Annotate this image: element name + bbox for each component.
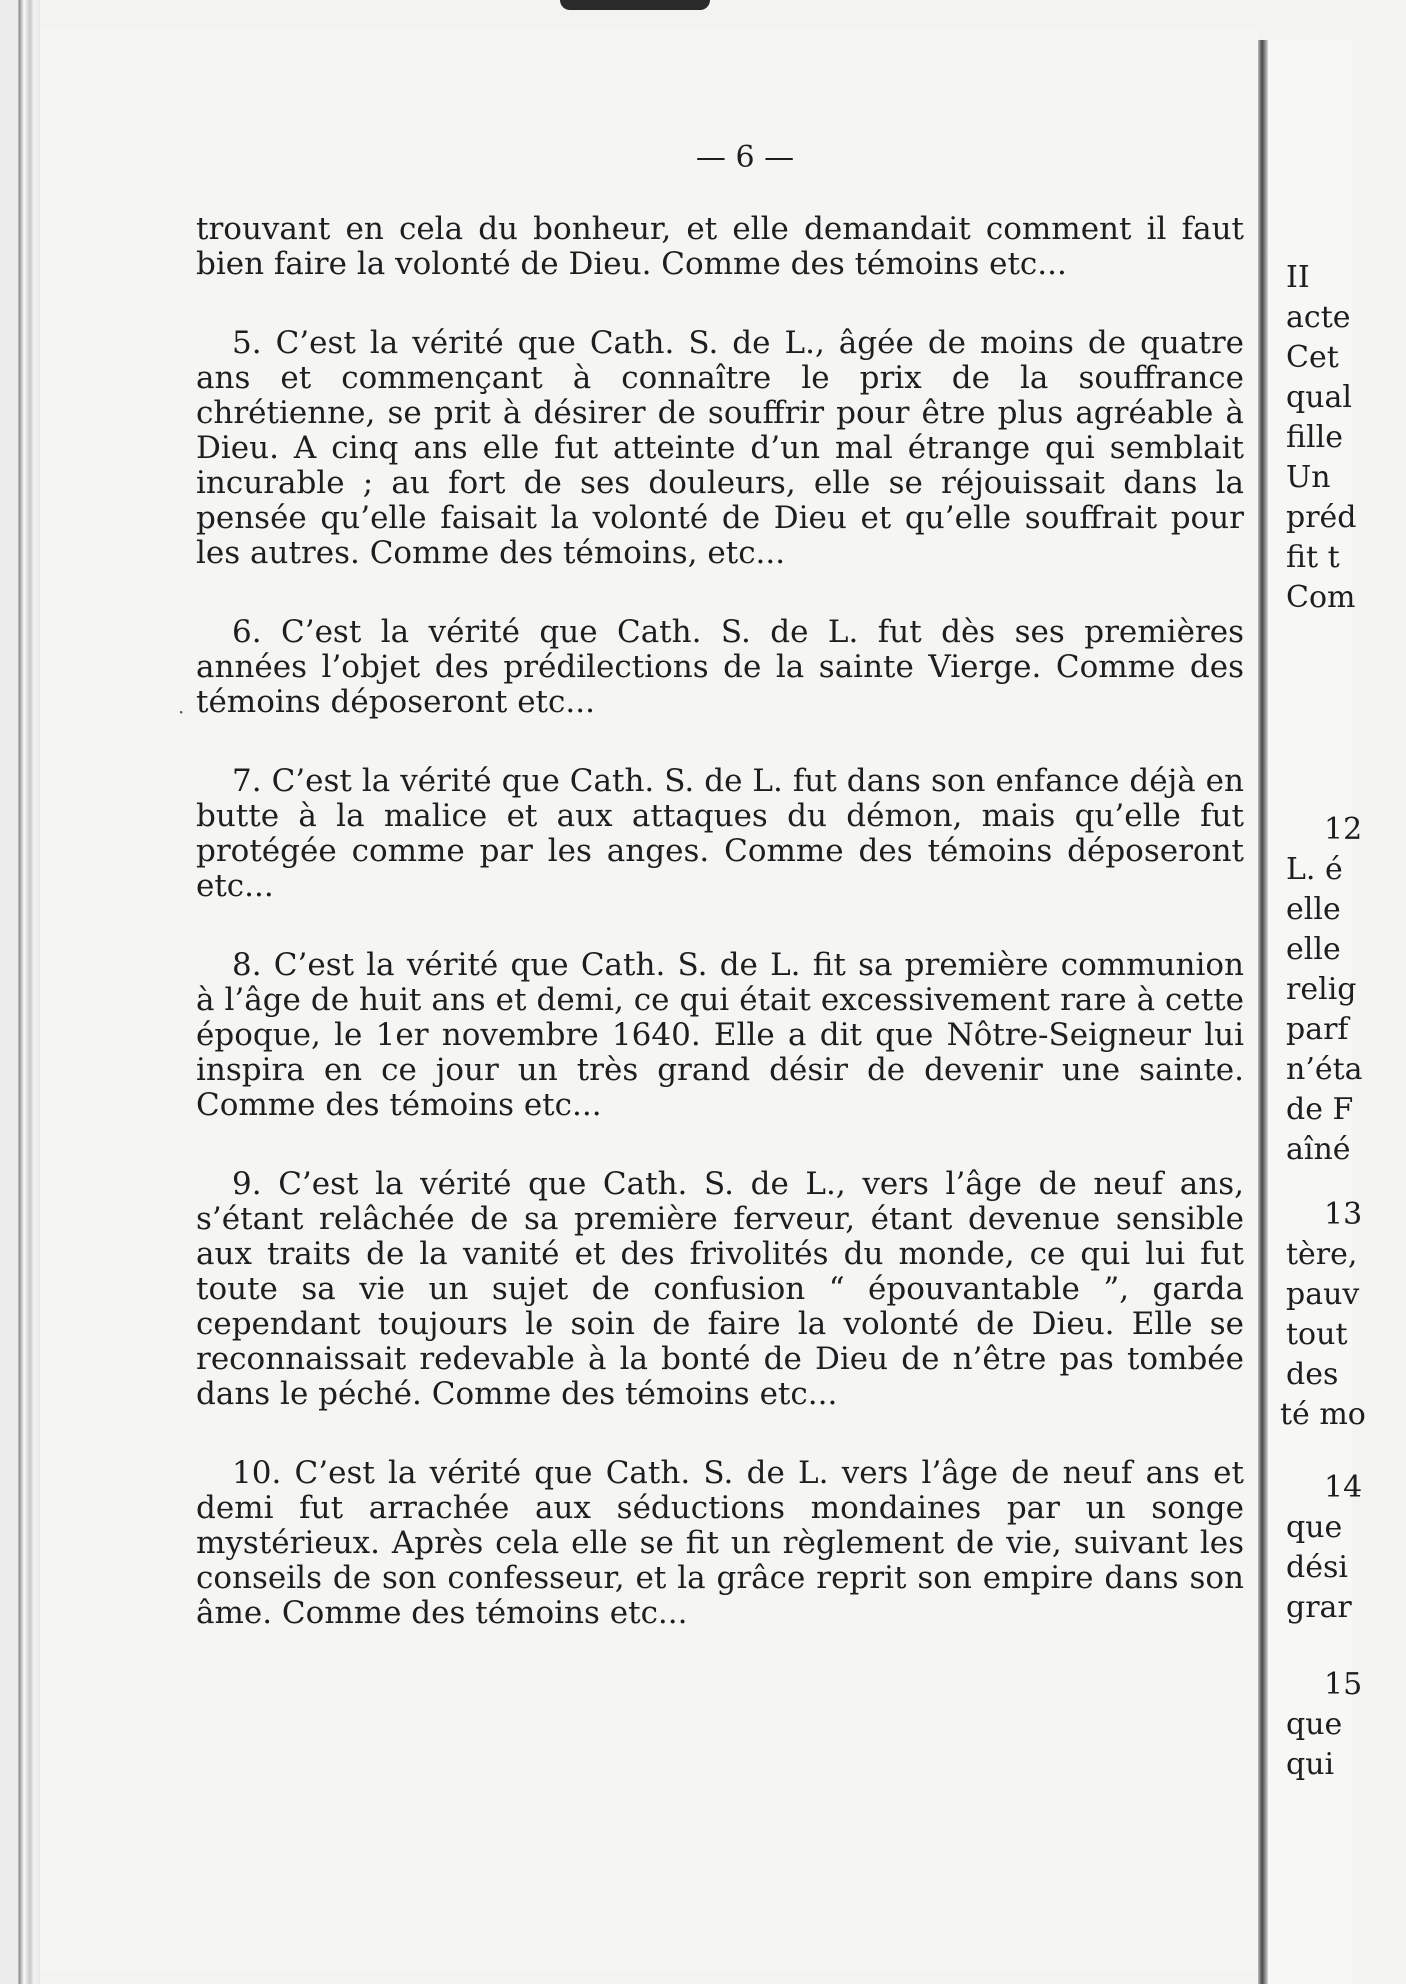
fragment: qual: [1286, 380, 1353, 415]
fragment: relig: [1286, 972, 1357, 1007]
fragment: 12: [1324, 812, 1363, 847]
fragment: 13: [1324, 1197, 1363, 1232]
page-body: [196, 212, 1244, 1675]
fragment: II: [1286, 260, 1310, 295]
fragment: fille: [1286, 420, 1343, 455]
fragment: que: [1286, 1707, 1343, 1742]
fragment: tère,: [1286, 1237, 1358, 1272]
paragraph-5: 5. C’est la vérité que Cath. S. de L., âgée de moins de quatre ans et commençant à connaître le prix de la souffrance chrétienne, se prit à désirer de souffrir pour être plus agréable à Dieu. A cinq ans elle fut atteinte d’un mal étrange qui semblait incurable ; au fort de ses douleurs, elle se réjouissait dans la pensée qu’elle faisait la volonté de Dieu et qu’elle souffrait pour les autres. Comme des témoins, etc...: [196, 325, 1244, 571]
paragraph-8: 8. C’est la vérité que Cath. S. de L. fit sa première communion à l’âge de huit ans et demi, ce qui était excessivement rare à cette époque, le 1er novembre 1640. Elle a dit que Nôtre-Seigneur lui inspira en ce jour un très grand désir de devenir une sainte. Comme des témoins etc...: [196, 947, 1244, 1123]
fragment: acte: [1286, 300, 1351, 335]
fragment: 14: [1324, 1470, 1363, 1505]
fragment: de F: [1286, 1092, 1354, 1127]
paragraph-10: 10. C’est la vérité que Cath. S. de L. vers l’âge de neuf ans et demi fut arrachée aux séductions mondaines par un songe mystérieux. Après cela elle se fit un règlement de vie, suivant les conseils de son confesseur, et la grâce reprit son empire dans son âme. Comme des témoins etc...: [196, 1455, 1244, 1631]
paragraph-6: 6. C’est la vérité que Cath. S. de L. fut dès ses premières années l’objet des prédilections de la sainte Vierge. Comme des témoins déposeront etc...: [196, 614, 1244, 720]
top-shadow: [560, 0, 710, 10]
fragment: grar: [1286, 1590, 1352, 1625]
fragment: parf: [1286, 1012, 1349, 1047]
paragraph-7: 7. C’est la vérité que Cath. S. de L. fut dans son enfance déjà en butte à la malice et aux attaques du démon, mais qu’elle fut protégée comme par les anges. Comme des témoins déposeront etc...: [196, 763, 1244, 904]
fragment: des: [1286, 1357, 1339, 1392]
fragment: n’éta: [1286, 1052, 1363, 1087]
fragment: que: [1286, 1510, 1343, 1545]
left-page-edge: [0, 0, 40, 1984]
fragment: dési: [1286, 1550, 1348, 1585]
fragment: té mo: [1280, 1397, 1366, 1432]
fragment: elle: [1286, 932, 1341, 967]
fragment: 15: [1324, 1667, 1363, 1702]
book-gutter: [1258, 40, 1268, 1984]
fragment: L. é: [1286, 852, 1343, 887]
fragment: elle: [1286, 892, 1341, 927]
right-page: [1268, 40, 1366, 1984]
fragment: Com: [1286, 580, 1356, 615]
fragment: préd: [1286, 500, 1357, 535]
fragment: Cet: [1286, 340, 1339, 375]
page-number: — 6 —: [695, 140, 795, 175]
fragment: fit t: [1286, 540, 1340, 575]
fragment: aîné: [1286, 1132, 1351, 1167]
paragraph-continuation: trouvant en cela du bonheur, et elle demandait comment il faut bien faire la volonté de Dieu. Comme des témoins etc...: [196, 211, 1244, 282]
paragraph-9: 9. C’est la vérité que Cath. S. de L., vers l’âge de neuf ans, s’étant relâchée de sa première ferveur, étant devenue sensible aux traits de la vanité et des frivolités du monde, ce qui lui fut toute sa vie un sujet de confusion “ épouvantable ”, garda cependant toujours le soin de faire la volonté de Dieu. Elle se reconnaissait redevable à la bonté de Dieu de n’être pas tombée dans le péché. Comme des témoins etc...: [196, 1166, 1244, 1412]
fragment: pauv: [1286, 1277, 1360, 1312]
fragment: qui: [1286, 1747, 1335, 1782]
fragment: Un: [1286, 460, 1331, 495]
fragment: tout: [1286, 1317, 1348, 1352]
ink-speck: ·: [178, 700, 185, 724]
